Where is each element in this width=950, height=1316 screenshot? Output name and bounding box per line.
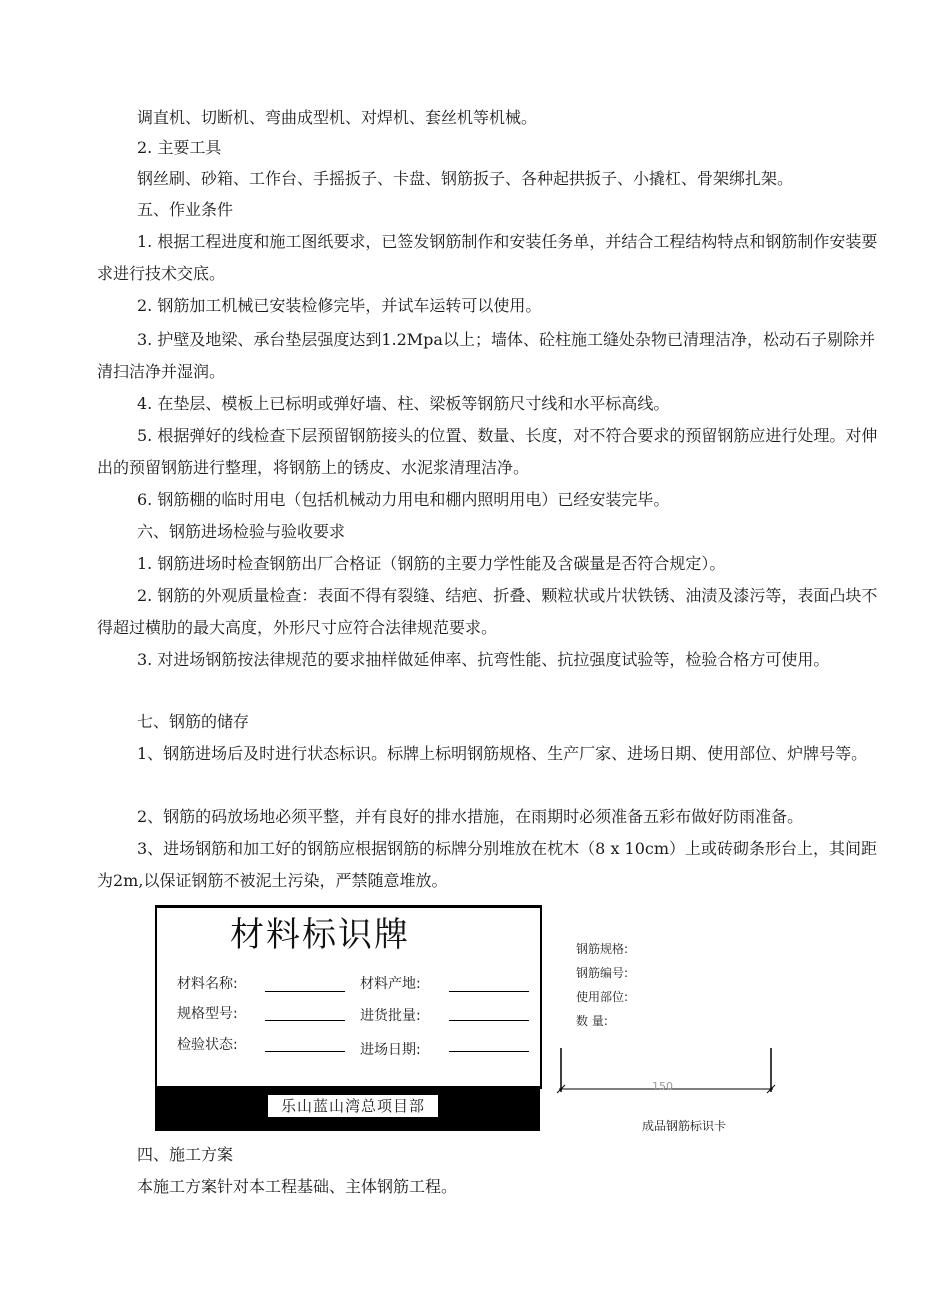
field-line [449, 1051, 529, 1052]
paragraph-storage-1: 1、钢筋进场后及时进行状态标识。标牌上标明钢筋规格、生产厂家、进场日期、使用部位、炉牌号等。 [137, 744, 868, 763]
paragraph-condition-1: 1. 根据工程进度和施工图纸要求，已签发钢筋制作和安装任务单，并结合工程结构特点和钢筋制作安装要求进行技术交底。 [97, 232, 878, 283]
paragraph-storage-2: 2、钢筋的码放场地必须平整，并有良好的排水措施，在雨期时必须准备五彩布做好防雨准备。 [137, 807, 804, 826]
card-field-number: 钢筋编号: [576, 966, 629, 980]
paragraph-tools-list: 钢丝刷、砂箱、工作台、手摇扳子、卡盘、钢筋扳子、各种起拱扳子、小撬杠、骨架绑扎架。 [137, 169, 794, 188]
field-line [265, 1020, 345, 1021]
material-sign-title: 材料标识牌 [230, 915, 410, 955]
field-batch-quantity: 进货批量: [360, 1008, 421, 1024]
paragraph-inspection-1: 1. 钢筋进场时检查钢筋出厂合格证（钢筋的主要力学性能及含碳量是否符合规定）。 [137, 554, 726, 573]
section-heading-inspection: 六、钢筋进场检验与验收要求 [137, 522, 346, 541]
material-sign-figure [155, 905, 540, 1131]
section-heading-work-conditions: 五、作业条件 [137, 200, 234, 219]
field-inspection-status: 检验状态: [177, 1037, 238, 1053]
section-heading-storage: 七、钢筋的储存 [137, 712, 250, 731]
field-material-name: 材料名称: [177, 976, 238, 992]
card-dimension-value: 150 [652, 1080, 673, 1093]
field-line [265, 1051, 345, 1052]
paragraph-condition-2: 2. 钢筋加工机械已安装检修完毕，并试车运转可以使用。 [137, 296, 542, 315]
card-caption: 成品钢筋标识卡 [642, 1119, 727, 1133]
card-dimension-drawing [555, 1045, 795, 1095]
heading-main-tools: 2. 主要工具 [137, 138, 222, 157]
paragraph-condition-3: 3. 护壁及地梁、承台垫层强度达到1.2Mpa以上；墙体、砼柱施工缝处杂物已清理洁净，松动石子剔除并清扫洁净并湿润。 [97, 330, 875, 381]
section-heading-construction-plan: 四、施工方案 [137, 1145, 234, 1164]
paragraph-inspection-3: 3. 对进场钢筋按法律规范的要求抽样做延伸率、抗弯性能、抗拉强度试验等，检验合格方可使用。 [137, 650, 830, 669]
card-field-spec: 钢筋规格: [576, 942, 629, 956]
field-line [449, 1020, 529, 1021]
paragraph-condition-6: 6. 钢筋棚的临时用电（包括机械动力用电和棚内照明用电）已经安装完毕。 [137, 490, 670, 509]
paragraph-inspection-2: 2. 钢筋的外观质量检查：表面不得有裂缝、结疤、折叠、颗粒状或片状铁锈、油渍及漆污等，表面凸块不得超过横肋的最大高度，外形尺寸应符合法律规范要求。 [97, 586, 878, 637]
field-line [449, 991, 529, 992]
material-sign-footer: 乐山蓝山湾总项目部 [268, 1095, 438, 1117]
paragraph-plan-scope: 本施工方案针对本工程基础、主体钢筋工程。 [137, 1177, 458, 1196]
paragraph-machines: 调直机、切断机、弯曲成型机、对焊机、套丝机等机械。 [137, 108, 538, 127]
card-field-quantity: 数 量: [576, 1014, 608, 1028]
material-sign-bottom-bar [155, 1087, 540, 1131]
paragraph-storage-3: 3、进场钢筋和加工好的钢筋应根据钢筋的标牌分别堆放在枕木（8 x 10cm）上或砖砌条形台上，其间距为2m,以保证钢筋不被泥土污染，严禁随意堆放。 [97, 839, 878, 890]
card-field-location: 使用部位: [576, 990, 629, 1004]
rebar-card-figure [555, 935, 795, 1135]
field-material-origin: 材料产地: [360, 976, 421, 992]
field-line [265, 991, 345, 992]
paragraph-condition-4: 4. 在垫层、模板上已标明或弹好墙、柱、梁板等钢筋尺寸线和水平标高线。 [137, 394, 670, 413]
field-spec-model: 规格型号: [177, 1006, 238, 1022]
field-entry-date: 进场日期: [360, 1042, 421, 1058]
paragraph-condition-5: 5. 根据弹好的线检查下层预留钢筋接头的位置、数量、长度，对不符合要求的预留钢筋应进行处理。对伸出的预留钢筋进行整理，将钢筋上的锈皮、水泥浆清理洁净。 [97, 426, 878, 477]
